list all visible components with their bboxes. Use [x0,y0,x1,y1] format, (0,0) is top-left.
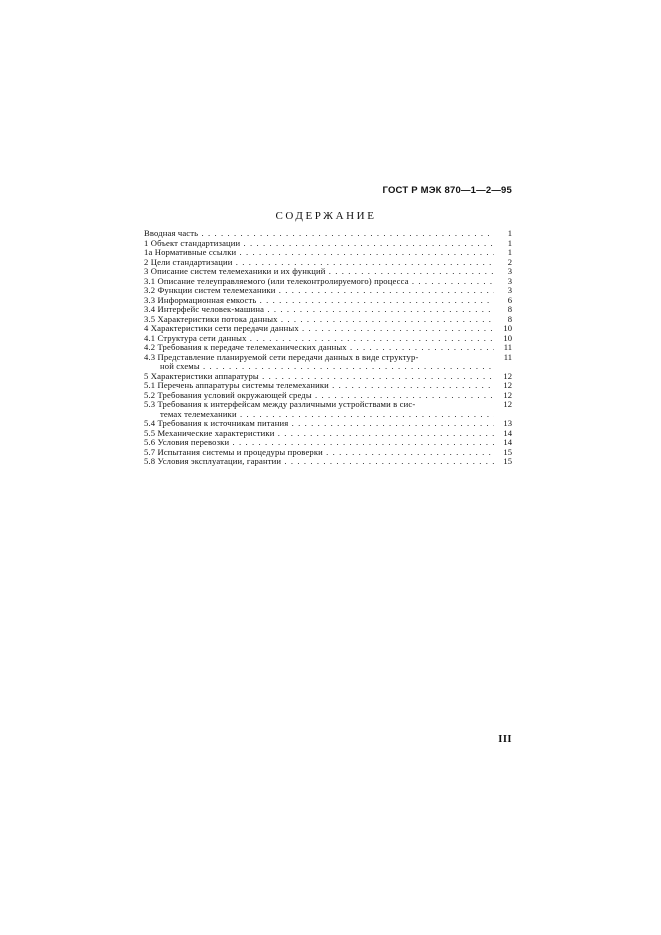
toc-entry-page: 13 [503,418,512,428]
toc-entry-page: 12 [503,389,512,400]
toc-entry-3-1 [144,277,512,287]
toc-entry-label: 1 Объект стандартизации . . [144,239,494,249]
toc-entry-page: 15 [503,456,512,466]
toc-entry-page: 8 [507,304,512,314]
toc-entry-page: 11 [503,342,512,352]
toc-entry-label: 5.5 Механические характеристики . . [144,429,494,439]
toc-entry-page: 11 [503,351,512,362]
toc-entry-label: 4 Характеристики сети передачи данных . . [144,324,494,334]
toc-entry-label: 4.1 Структура сети данных . . [144,334,494,344]
toc-entry-label: 2 Цели стандартизации . . [144,258,494,268]
toc-entry-page: 12 [503,399,512,409]
toc-entry-page: 3 [507,266,512,276]
document-standard-number: ГОСТ Р МЭК 870—1—2—95 [382,185,512,196]
toc-entry-page: 3 [507,275,512,286]
toc-entry-5-3 [144,400,512,410]
toc-entry-page: 1 [507,247,512,257]
toc-entry-label: 5.7 Испытания системы и процедуры проверки . . [144,448,494,458]
toc-entry-page: 12 [503,380,512,390]
toc-entry-label: Вводная часть . . [144,229,494,239]
toc-entry-label: 5.4 Требования к источникам питания . . [144,419,494,429]
toc-entry-1 [144,239,512,249]
toc-title: СОДЕРЖАНИЕ [275,210,377,222]
toc-entry-2 [144,258,512,268]
toc-entry-label: 3 Описание систем телемеханики и их функций . . [144,267,494,277]
toc-entry-4-3-continued [144,362,512,372]
toc-entry-label: 1а Нормативные ссылки . . [144,248,494,258]
toc-entry-page: 3 [507,285,512,295]
toc-entry-4-3 [144,353,512,363]
toc-entry-page: 12 [503,370,512,381]
toc-entry-label: 5.6 Условия перевозки . . [144,438,494,448]
toc-entry-page: 10 [503,323,512,333]
toc-entry-5-4 [144,419,512,429]
toc-entry-page: 1 [507,228,512,238]
toc-entry-label: 5 Характеристики аппаратуры . . [144,372,494,382]
toc-entry-5-1 [144,381,512,391]
toc-entry-page: 1 [507,237,512,248]
toc-entry-label: 3.1 Описание телеуправляемого (или телеконтролируемого) процесса . . [144,277,494,287]
toc-entry-4-1 [144,334,512,344]
toc-entry-1a [144,248,512,258]
toc-entry-5-5 [144,429,512,439]
toc-entry-page: 10 [503,332,512,343]
toc-entry-label: 5.1 Перечень аппаратуры системы телемеханики . . [144,381,494,391]
toc-entry-4 [144,324,512,334]
toc-entry-3-5 [144,315,512,325]
toc-entry-label-continued: темах телемеханики . . [160,410,494,420]
toc-entry-label-continued: ной схемы . . [160,362,494,372]
toc-entry-page: 6 [507,294,512,305]
toc-entry-page: 8 [507,313,512,324]
page-number: III [498,734,512,745]
toc-entry-5-7 [144,448,512,458]
toc-entry-label: 3.3 Информационная емкость . . [144,296,494,306]
toc-entry-page: 14 [503,437,512,447]
toc-entry-3-4 [144,305,512,315]
toc-entry-intro [144,229,512,239]
toc-entry-label: 3.5 Характеристики потока данных . . [144,315,494,325]
toc-entry-5-8 [144,457,512,467]
toc-entry-label: 4.3 Представление планируемой сети передачи данных в виде структур- [144,352,419,362]
toc-entry-label: 5.8 Условия эксплуатации, гарантии . . [144,457,494,467]
toc-entry-label: 5.3 Требования к интерфейсам между различными устройствами в сис- [144,400,416,409]
toc-entry-5-6 [144,438,512,448]
toc-entry-3 [144,267,512,277]
toc-entry-label: 3.2 Функции систем телемеханики . . [144,286,494,296]
toc-entry-page: 15 [503,446,512,457]
table-of-contents [144,229,512,467]
toc-entry-page: 2 [507,256,512,267]
toc-entry-4-2 [144,343,512,353]
toc-entry-label: 4.2 Требования к передаче телемеханических данных . . [144,343,494,353]
toc-entry-3-3 [144,296,512,306]
toc-entry-5-2 [144,391,512,401]
toc-entry-page: 14 [503,427,512,438]
toc-entry-3-2 [144,286,512,296]
toc-entry-5 [144,372,512,382]
toc-entry-5-3-continued [144,410,512,420]
toc-entry-label: 3.4 Интерфейс человек-машина . . [144,305,494,315]
toc-entry-label: 5.2 Требования условий окружающей среды . . [144,391,494,401]
